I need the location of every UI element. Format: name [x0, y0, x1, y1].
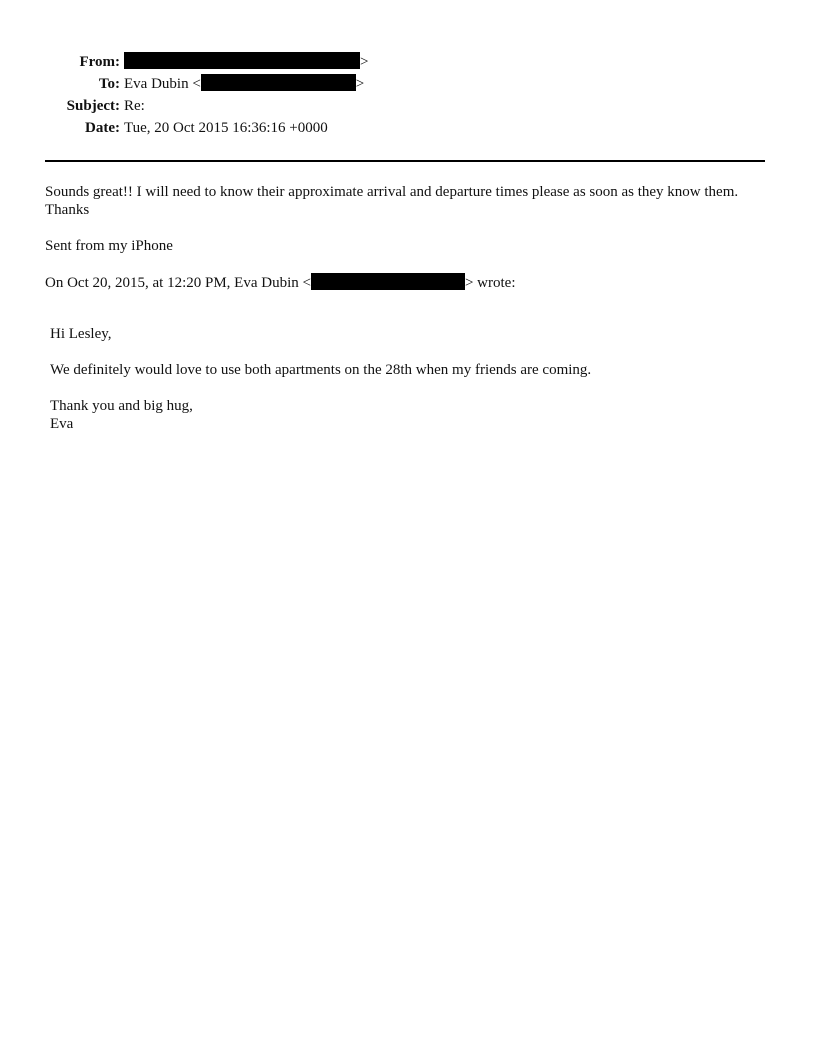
- date-label: Date:: [85, 120, 120, 136]
- quote-intro-suffix: > wrote:: [464, 275, 516, 291]
- quoted-closing: Thank you and big hug,: [50, 398, 193, 414]
- quoted-body: [50, 361, 770, 379]
- from-value: [124, 52, 368, 72]
- quoted-signoff: [50, 397, 770, 433]
- date-value: Tue, 20 Oct 2015 16:36:16 +0000: [124, 120, 328, 136]
- subject-value: Re:: [124, 98, 145, 114]
- to-suffix: >: [355, 76, 365, 92]
- to-label: To:: [98, 76, 120, 92]
- redaction-block: [124, 52, 360, 69]
- reply-line: Sounds great!! I will need to know their approximate arrival and departure times please as soon as they know them. Thanks: [45, 184, 739, 218]
- signature-text: Sent from my iPhone: [45, 238, 173, 254]
- from-label: From:: [79, 54, 120, 70]
- quoted-sender: Eva: [50, 416, 74, 432]
- to-name: Eva Dubin <: [124, 76, 201, 92]
- header-divider: [45, 160, 765, 162]
- reply-message: [45, 183, 770, 219]
- quote-intro: [45, 273, 770, 292]
- subject-label: Subject:: [66, 98, 120, 114]
- quoted-message: [50, 325, 770, 343]
- to-value: [124, 74, 364, 94]
- quote-intro-prefix: On Oct 20, 2015, at 12:20 PM, Eva Dubin <: [45, 275, 311, 291]
- quoted-text: We definitely would love to use both apartments on the 28th when my friends are coming.: [50, 362, 592, 378]
- from-suffix: >: [360, 54, 369, 70]
- redaction-block: [311, 273, 465, 290]
- redaction-block: [201, 74, 356, 91]
- signature: [45, 237, 770, 255]
- quoted-greeting: Hi Lesley,: [50, 326, 112, 342]
